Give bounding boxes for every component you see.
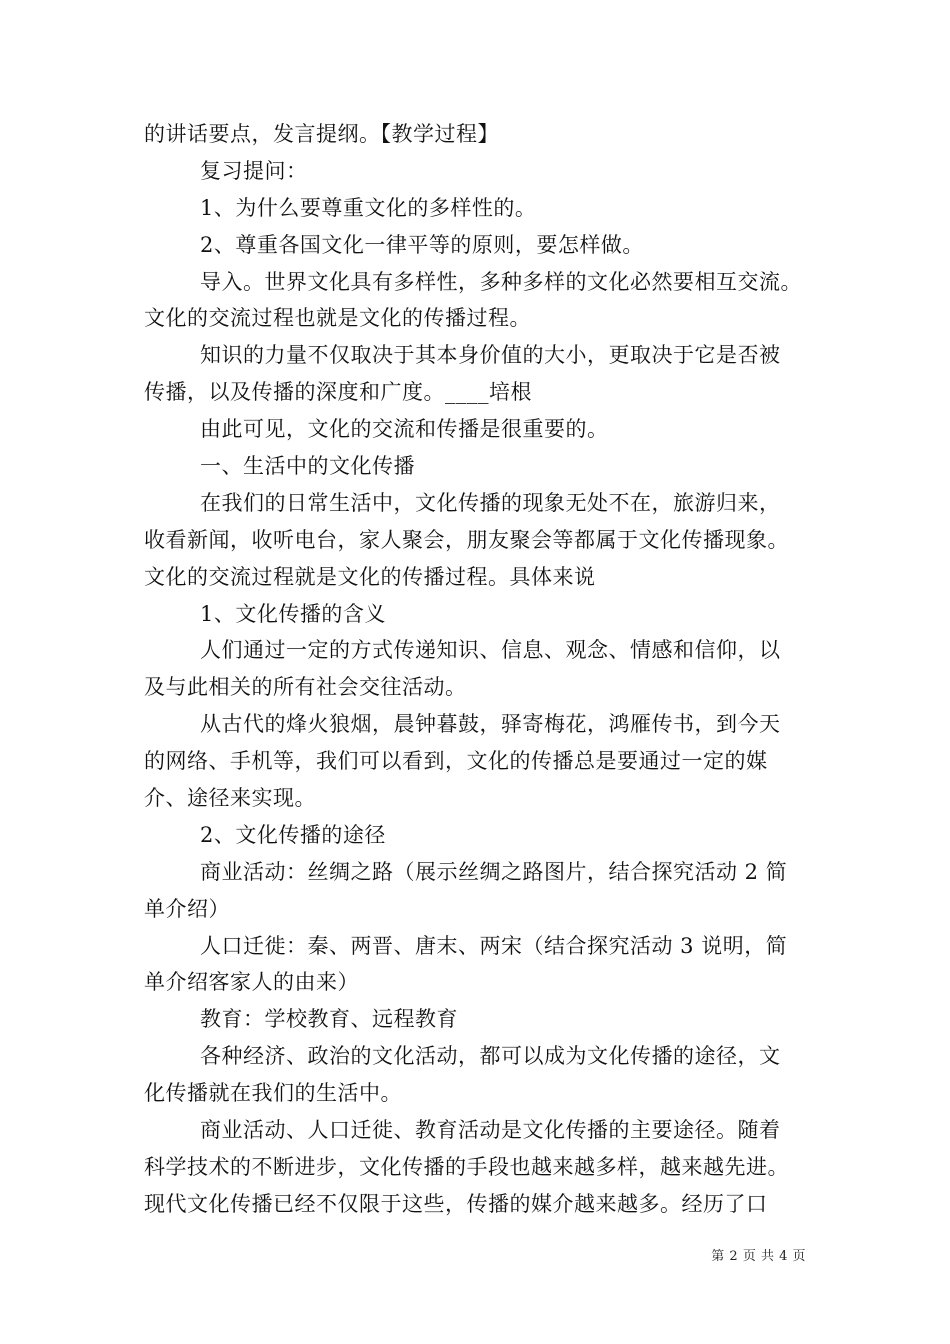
subsection-heading: 1、文化传播的含义	[200, 601, 386, 626]
document-body	[144, 116, 814, 1223]
text-lines	[144, 116, 814, 1223]
text-line: 在我们的日常生活中，文化传播的现象无处不在，旅游归来，	[200, 490, 781, 515]
text-line: 收看新闻，收听电台，家人聚会，朋友聚会等都属于文化传播现象。	[144, 527, 789, 552]
subsection-heading: 2、文化传播的途径	[200, 822, 386, 847]
text-line: 人口迁徙：秦、两晋、唐末、两宋（结合探究活动 3 说明，简	[200, 933, 788, 958]
text-line: 由此可见，文化的交流和传播是很重要的。	[200, 417, 609, 442]
text-line: 的讲话要点，发言提纲。【教学过程】	[144, 122, 499, 146]
text-line: 知识的力量不仅取决于其本身价值的大小，更取决于它是否被	[200, 343, 781, 368]
text-line: 1、为什么要尊重文化的多样性的。	[200, 195, 537, 220]
text-line: 导入。世界文化具有多样性，多种多样的文化必然要相互交流。	[200, 269, 802, 294]
text-line: 单介绍客家人的由来）	[144, 970, 359, 995]
text-line: 商业活动、人口迁徙、教育活动是文化传播的主要途径。随着	[200, 1118, 781, 1143]
text-line: 教育：学校教育、远程教育	[200, 1007, 458, 1032]
text-line: 的网络、手机等，我们可以看到，文化的传播总是要通过一定的媒	[144, 749, 768, 774]
text-line: 复习提问：	[200, 158, 308, 183]
text-line: 2、尊重各国文化一律平等的原则，要怎样做。	[200, 232, 644, 257]
text-line: 文化的交流过程就是文化的传播过程。具体来说	[144, 564, 596, 589]
section-heading: 一、生活中的文化传播	[200, 454, 415, 479]
text-line: 传播，以及传播的深度和广度。____培根	[144, 380, 532, 405]
text-line: 化传播就在我们的生活中。	[144, 1081, 402, 1106]
text-line: 介、途径来实现。	[144, 786, 316, 811]
text-line: 人们通过一定的方式传递知识、信息、观念、情感和信仰，以	[200, 638, 781, 663]
text-line: 现代文化传播已经不仅限于这些，传播的媒介越来越多。经历了口	[144, 1191, 768, 1216]
text-line: 商业活动：丝绸之路（展示丝绸之路图片，结合探究活动 2 简	[200, 859, 788, 884]
text-line: 文化的交流过程也就是文化的传播过程。	[144, 306, 531, 331]
text-line: 及与此相关的所有社会交往活动。	[144, 675, 467, 700]
text-line: 各种经济、政治的文化活动，都可以成为文化传播的途径，文	[200, 1044, 781, 1069]
text-line: 从古代的烽火狼烟，晨钟暮鼓，驿寄梅花，鸿雁传书，到今天	[200, 712, 781, 737]
page-number-footer: 第 2 页 共 4 页	[711, 1249, 806, 1264]
text-line: 单介绍）	[144, 896, 230, 921]
text-line: 科学技术的不断进步，文化传播的手段也越来越多样，越来越先进。	[144, 1154, 789, 1179]
